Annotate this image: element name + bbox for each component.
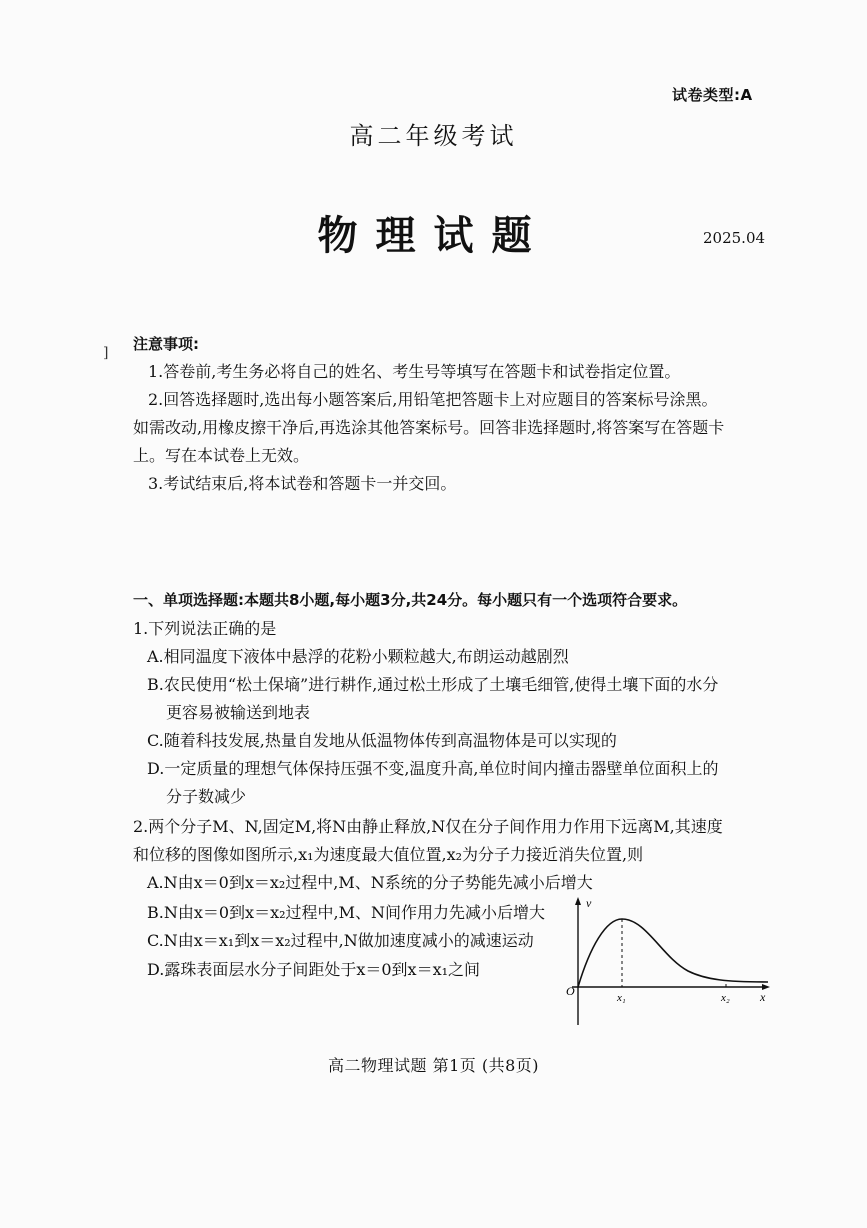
question-1-stem: 1.下列说法正确的是: [133, 619, 277, 638]
question-1-option-c: C.随着科技发展,热量自发地从低温物体传到高温物体是可以实现的: [147, 731, 617, 750]
instruction-item-1: 1.答卷前,考生务必将自己的姓名、考生号等填写在答题卡和试卷指定位置。: [148, 362, 681, 381]
instructions-title: 注意事项:: [133, 335, 199, 353]
y-axis-arrow-icon: [575, 897, 581, 905]
instruction-item-2-line-2: 如需改动,用橡皮擦干净后,再选涂其他答案标号。回答非选择题时,将答案写在答题卡: [133, 418, 725, 437]
question-2-stem: 2.两个分子M、N,固定M,将N由静止释放,N仅在分子间作用力作用下远离M,其速度: [133, 817, 723, 836]
y-axis-label: v: [586, 896, 592, 910]
margin-mark: ]: [103, 345, 109, 361]
velocity-displacement-graph: [558, 895, 773, 1030]
instruction-item-3: 3.考试结束后,将本试卷和答题卡一并交回。: [148, 474, 457, 493]
exam-title: 高二年级考试: [349, 122, 518, 150]
page-footer: 高二物理试题 第1页 (共8页): [327, 1056, 540, 1075]
exam-date: 2025.04: [703, 229, 766, 247]
question-1-option-b-continued: 更容易被输送到地表: [166, 703, 311, 722]
section-heading: 一、单项选择题:本题共8小题,每小题3分,共24分。每小题只有一个选项符合要求。: [133, 591, 688, 609]
question-2-option-d: D.露珠表面层水分子间距处于x＝0到x＝x₁之间: [147, 960, 481, 979]
question-2-stem-continued: 和位移的图像如图所示,x₁为速度最大值位置,x₂为分子力接近消失位置,则: [133, 845, 644, 864]
x-axis-label: x: [760, 990, 766, 1004]
subject-title: 物理试题: [317, 212, 550, 259]
x1-label: x₁: [617, 992, 626, 1004]
instructions-block: [133, 330, 763, 498]
instruction-item-2-line-3: 上。写在本试卷上无效。: [133, 446, 310, 465]
instruction-item-2-line-1: 2.回答选择题时,选出每小题答案后,用铅笔把答题卡上对应题目的答案标号涂黑。: [148, 390, 718, 409]
origin-label: O: [566, 984, 575, 998]
velocity-curve: [578, 919, 768, 987]
question-1-option-d: D.一定质量的理想气体保持压强不变,温度升高,单位时间内撞击器壁单位面积上的: [147, 759, 719, 778]
question-1-option-d-continued: 分子数减少: [166, 787, 247, 806]
question-1-option-b: B.农民使用“松土保墒”进行耕作,通过松土形成了土壤毛细管,使得土壤下面的水分: [147, 675, 719, 694]
question-2-option-c: C.N由x＝x₁到x＝x₂过程中,N做加速度减小的减速运动: [147, 931, 534, 950]
question-1-option-a: A.相同温度下液体中悬浮的花粉小颗粒越大,布朗运动越剧烈: [147, 647, 569, 666]
question-2-option-a: A.N由x＝0到x＝x₂过程中,M、N系统的分子势能先减小后增大: [147, 873, 593, 892]
question-2-option-b: B.N由x＝0到x＝x₂过程中,M、N间作用力先减小后增大: [147, 903, 545, 922]
x2-label: x₂: [721, 992, 730, 1004]
paper-type-label: 试卷类型:A: [672, 86, 753, 104]
